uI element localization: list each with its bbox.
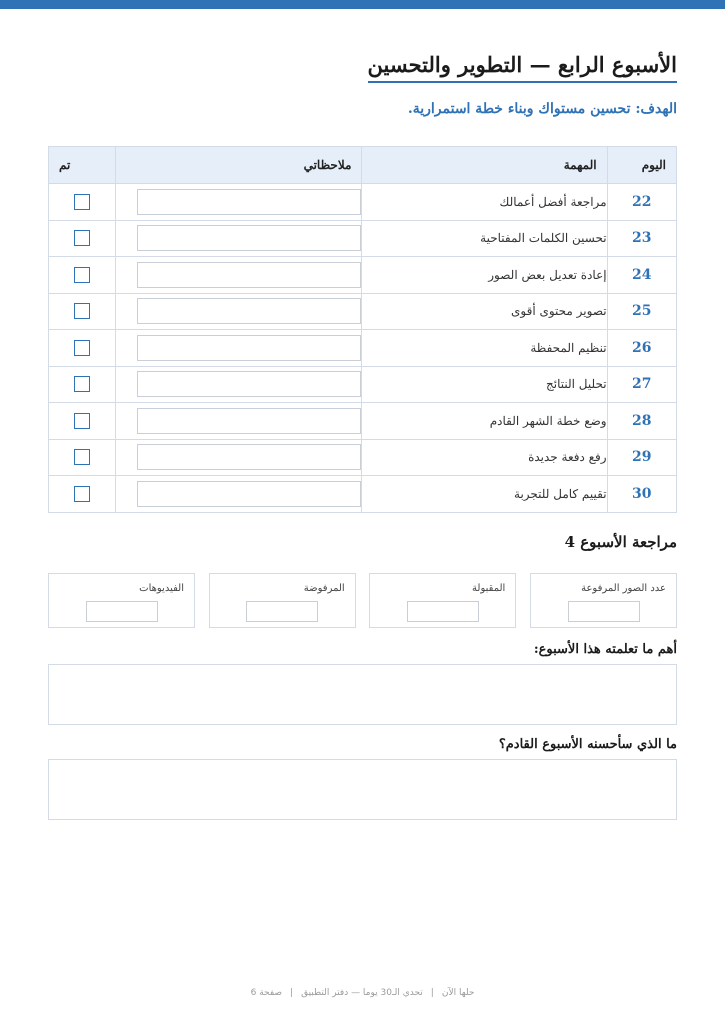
table-row [49,476,677,513]
table-header-row [49,147,677,184]
day-number: 25 [607,293,676,330]
task-text: تحسين الكلمات المفتاحية [362,220,607,257]
done-checkbox[interactable] [74,486,90,502]
header-done: تم [49,147,116,184]
day-number: 29 [607,439,676,476]
notes-field[interactable] [137,408,361,434]
stat-label: عدد الصور المرفوعة [581,583,666,594]
notes-field[interactable] [137,481,361,507]
done-checkbox[interactable] [74,449,90,465]
task-text: رفع دفعة جديدة [362,439,607,476]
stat-box-accepted [369,573,516,628]
day-number: 24 [607,257,676,294]
footer-page-number: صفحة 6 [250,988,283,998]
task-text: تقييم كامل للتجربة [362,476,607,513]
header-task: المهمة [362,147,607,184]
stat-input[interactable] [568,601,640,622]
notes-field[interactable] [137,298,361,324]
improve-answer-box[interactable] [48,759,677,820]
stat-label: المقبولة [472,583,506,594]
stat-box-rejected [209,573,356,628]
table-row [49,293,677,330]
notes-field[interactable] [137,444,361,470]
task-text: مراجعة أفضل أعمالك [362,184,607,221]
day-number: 30 [607,476,676,513]
task-text: تحليل النتائج [362,366,607,403]
footer-book-title: تحدي الـ30 يوما — دفتر التطبيق [301,988,423,998]
notes-field[interactable] [137,335,361,361]
stat-label: الفيديوهات [139,583,184,594]
day-number: 23 [607,220,676,257]
table-row [49,439,677,476]
footer-brand: حلها الآن [441,988,475,998]
improve-question-label: ما الذي سأحسنه الأسبوع القادم؟ [498,737,677,752]
done-checkbox[interactable] [74,194,90,210]
week-review-heading: مراجعة الأسبوع 4 [564,533,677,551]
table-row [49,403,677,440]
table-row [49,184,677,221]
notes-field[interactable] [137,371,361,397]
done-checkbox[interactable] [74,303,90,319]
day-number: 27 [607,366,676,403]
day-number: 28 [607,403,676,440]
table-row [49,220,677,257]
page-title: الأسبوع الرابع — التطوير والتحسين [368,52,677,83]
table-row [49,330,677,367]
learned-answer-box[interactable] [48,664,677,725]
notes-field[interactable] [137,189,361,215]
stats-row [48,573,677,628]
done-checkbox[interactable] [74,413,90,429]
stat-input[interactable] [86,601,158,622]
done-checkbox[interactable] [74,230,90,246]
table-row [49,257,677,294]
day-number: 26 [607,330,676,367]
top-accent-bar [0,0,725,9]
day-number: 22 [607,184,676,221]
stat-box-videos [48,573,195,628]
task-text: تصوير محتوى أقوى [362,293,607,330]
done-checkbox[interactable] [74,376,90,392]
header-day: اليوم [607,147,676,184]
notes-field[interactable] [137,262,361,288]
done-checkbox[interactable] [74,340,90,356]
goal-text: الهدف: تحسين مستواك وبناء خطة استمرارية. [407,101,677,117]
task-text: تنظيم المحفظة [362,330,607,367]
notes-field[interactable] [137,225,361,251]
table-row [49,366,677,403]
stat-input[interactable] [246,601,318,622]
task-text: وضع خطة الشهر القادم [362,403,607,440]
tasks-table [48,146,677,513]
learned-question-label: أهم ما تعلمته هذا الأسبوع: [533,642,677,657]
stat-box-uploaded [530,573,677,628]
done-checkbox[interactable] [74,267,90,283]
task-text: إعادة تعديل بعض الصور [362,257,607,294]
header-notes: ملاحظاتي [116,147,362,184]
page-footer: حلها الآن|تحدي الـ30 يوما — دفتر التطبيق|صفحة 6 [250,988,475,998]
stat-input[interactable] [407,601,479,622]
stat-label: المرفوضة [303,583,345,594]
